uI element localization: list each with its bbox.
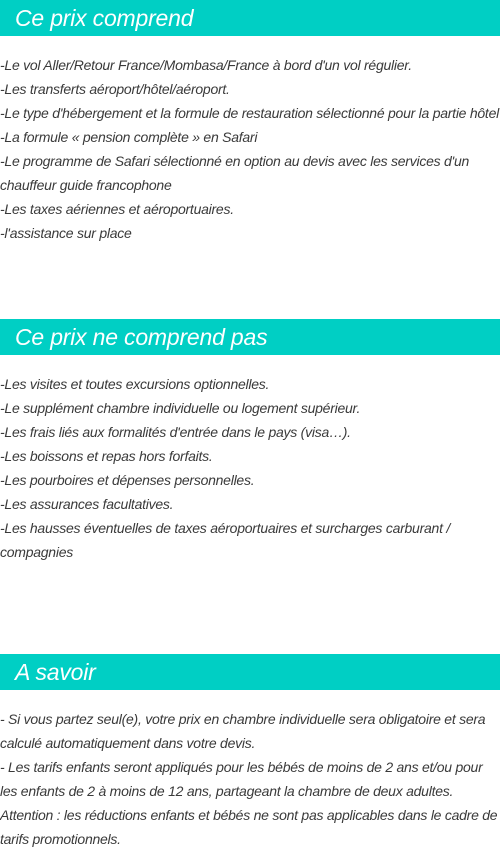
section-title: Ce prix ne comprend pas xyxy=(15,323,268,350)
list-item: -Les frais liés aux formalités d'entrée dans le pays (visa…). xyxy=(0,424,351,440)
list-item: -Les visites et toutes excursions optionnelles. xyxy=(0,376,270,392)
good-to-know-list xyxy=(0,707,500,851)
list-item: -Les hausses éventuelles de taxes aéroportuaires et surcharges carburant / compagnies xyxy=(0,520,450,560)
section-header-includes xyxy=(0,0,500,36)
section-header-good-to-know xyxy=(0,654,500,690)
section-header-excludes xyxy=(0,319,500,355)
list-item: -Les assurances facultatives. xyxy=(0,496,174,512)
list-item: Attention : les réductions enfants et bébés ne sont pas applicables dans le cadre de tarifs promotionnels. xyxy=(0,807,498,847)
list-item: -l'assistance sur place xyxy=(0,225,132,241)
section-title: Ce prix comprend xyxy=(15,4,194,31)
list-item: - Si vous partez seul(e), votre prix en chambre individuelle sera obligatoire et sera calculé automatiquement dans votre devis. xyxy=(0,711,486,751)
list-item: -Le supplément chambre individuelle ou logement supérieur. xyxy=(0,400,361,416)
list-item: -Les transferts aéroport/hôtel/aéroport. xyxy=(0,81,230,97)
list-item: -Le vol Aller/Retour France/Mombasa/France à bord d'un vol régulier. xyxy=(0,57,412,73)
list-item: -La formule « pension complète » en Safari xyxy=(0,129,258,145)
section-title: A savoir xyxy=(15,658,96,685)
included-list xyxy=(0,53,500,245)
list-item: -Les boissons et repas hors forfaits. xyxy=(0,448,213,464)
list-item: - Les tarifs enfants seront appliqués pour les bébés de moins de 2 ans et/ou pour les enfants de 2 à moins de 12 ans, partageant la chambre de deux adultes. xyxy=(0,759,483,799)
list-item: -Le programme de Safari sélectionné en option au devis avec les services d'un chauffeur guide francophone xyxy=(0,153,470,193)
excluded-list xyxy=(0,372,500,564)
list-item: -Le type d'hébergement et la formule de restauration sélectionné pour la partie hôtel xyxy=(0,105,499,121)
list-item: -Les pourboires et dépenses personnelles. xyxy=(0,472,255,488)
list-item: -Les taxes aériennes et aéroportuaires. xyxy=(0,201,234,217)
